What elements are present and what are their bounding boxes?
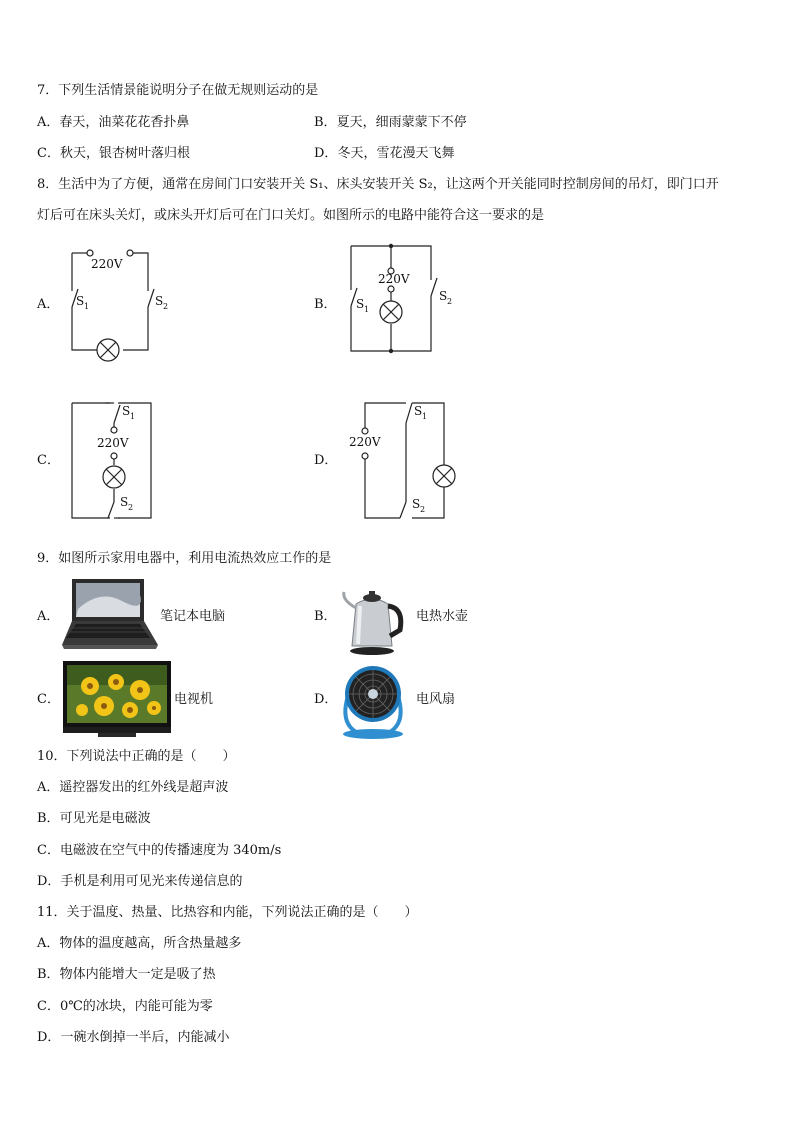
switch-s1 <box>406 403 412 423</box>
option-text: 冬天，雪花漫天飞舞 <box>337 146 455 161</box>
option-label: D． <box>37 874 61 889</box>
voltage-label: 220V <box>378 272 410 286</box>
option-label: A． <box>37 780 60 795</box>
q11-stem: 11．关于温度、热量、比热容和内能，下列说法正确的是（ ） <box>37 905 418 920</box>
option-text: 手机是利用可见光来传递信息的 <box>60 874 243 889</box>
q9-option-c-caption: 电视机 <box>174 692 214 707</box>
q11-option-a <box>37 935 241 953</box>
option-label: A． <box>37 115 60 130</box>
q8-stem-line2: 灯后可在床头关灯，或床头开灯后可在门口关灯。如图所示的电路中能符合这一要求的是 <box>37 208 545 223</box>
circuit-diagram-b <box>340 240 470 360</box>
switch-s1-label: S <box>356 297 365 311</box>
circuit-diagram-a <box>60 245 180 365</box>
switch-s2-label: S <box>155 294 164 308</box>
switch-s1-label: S <box>76 294 85 308</box>
option-text: 可见光是电磁波 <box>59 811 151 826</box>
switch-s2-label: S <box>439 289 448 303</box>
switch-s1-sub: 1 <box>84 302 90 311</box>
q8-option-a-label: A． <box>37 297 60 312</box>
q9-option-b-label: B． <box>314 609 337 624</box>
q8-option-c-label: C． <box>37 453 60 468</box>
switch-s2 <box>400 498 406 518</box>
q7-stem: 7．下列生活情景能说明分子在做无规则运动的是 <box>37 83 319 98</box>
q11-option-b <box>37 966 216 984</box>
option-text: 电磁波在空气中的传播速度为 340m/s <box>59 843 282 858</box>
lamp-icon <box>103 466 125 488</box>
q7-option-d <box>314 145 454 163</box>
q9-option-d-label: D． <box>314 692 338 707</box>
switch-s1-label: S <box>414 404 423 418</box>
option-text: 0℃的冰块，内能可能为零 <box>59 999 213 1014</box>
option-text: 秋天，银杏树叶落归根 <box>59 146 190 161</box>
q8-option-b-label: B． <box>314 297 337 312</box>
fan-icon <box>338 660 408 740</box>
option-text: 物体内能增大一定是吸了热 <box>59 967 216 982</box>
q8-stem-line1: 8．生活中为了方便，通常在房间门口安装开关 S₁、床头安装开关 S₂，让这两个开关能同时控制房间的吊灯，即门口开 <box>37 177 719 192</box>
q8-option-d-label: D． <box>314 453 338 468</box>
switch-s2-label: S <box>412 497 421 511</box>
q10-option-b <box>37 810 151 828</box>
option-text: 遥控器发出的红外线是超声波 <box>59 780 229 795</box>
voltage-label: 220V <box>97 436 129 450</box>
option-text: 物体的温度越高，所含热量越多 <box>59 936 242 951</box>
q10-option-a <box>37 779 228 797</box>
switch-s2-sub: 2 <box>420 505 426 514</box>
q9-option-d-caption: 电风扇 <box>416 692 456 707</box>
q10-option-d <box>37 873 242 891</box>
q9-option-c-label: C． <box>37 692 60 707</box>
switch-s1-sub: 1 <box>130 412 136 421</box>
q7-option-b <box>314 114 467 132</box>
q11-option-c <box>37 998 213 1016</box>
switch-s1-sub: 1 <box>422 412 428 421</box>
switch-s1-sub: 1 <box>364 305 370 314</box>
option-label: A． <box>37 936 60 951</box>
switch-s2-sub: 2 <box>447 297 453 306</box>
q7-option-c <box>37 145 190 163</box>
switch-s2-label: S <box>120 495 129 509</box>
option-text: 一碗水倒掉一半后，内能减小 <box>60 1030 230 1045</box>
q9-option-a-label: A． <box>37 609 60 624</box>
option-label: D． <box>314 146 338 161</box>
kettle-icon <box>338 578 418 658</box>
option-text: 夏天，细雨蒙蒙下不停 <box>336 115 467 130</box>
option-label: C． <box>37 999 60 1014</box>
q9-option-a-caption: 笔记本电脑 <box>160 609 226 624</box>
q10-option-c <box>37 842 281 860</box>
option-label: C． <box>37 843 60 858</box>
option-label: B． <box>37 811 60 826</box>
circuit-diagram-d <box>349 395 472 525</box>
option-text: 春天，油菜花花香扑鼻 <box>59 115 190 130</box>
lamp-icon <box>380 301 402 323</box>
q11-option-d <box>37 1029 229 1047</box>
option-label: D． <box>37 1030 61 1045</box>
circuit-diagram-c <box>60 395 180 525</box>
option-label: B． <box>314 115 337 130</box>
laptop-icon <box>60 575 160 655</box>
q9-stem: 9．如图所示家用电器中，利用电流热效应工作的是 <box>37 551 332 566</box>
tv-icon <box>62 660 172 738</box>
switch-s2 <box>428 278 437 296</box>
q10-stem: 10．下列说法中正确的是（ ） <box>37 749 236 764</box>
lamp-icon <box>97 339 119 361</box>
voltage-label: 220V <box>349 435 381 449</box>
switch-s2 <box>145 289 154 307</box>
switch-s2-sub: 2 <box>128 503 134 512</box>
q7-option-a <box>37 114 189 132</box>
option-label: B． <box>37 967 60 982</box>
voltage-label: 220V <box>91 257 123 271</box>
switch-s2-sub: 2 <box>163 302 169 311</box>
q9-option-b-caption: 电热水壶 <box>416 609 469 624</box>
switch-s1-label: S <box>122 404 131 418</box>
lamp-icon <box>433 465 455 487</box>
option-label: C． <box>37 146 60 161</box>
